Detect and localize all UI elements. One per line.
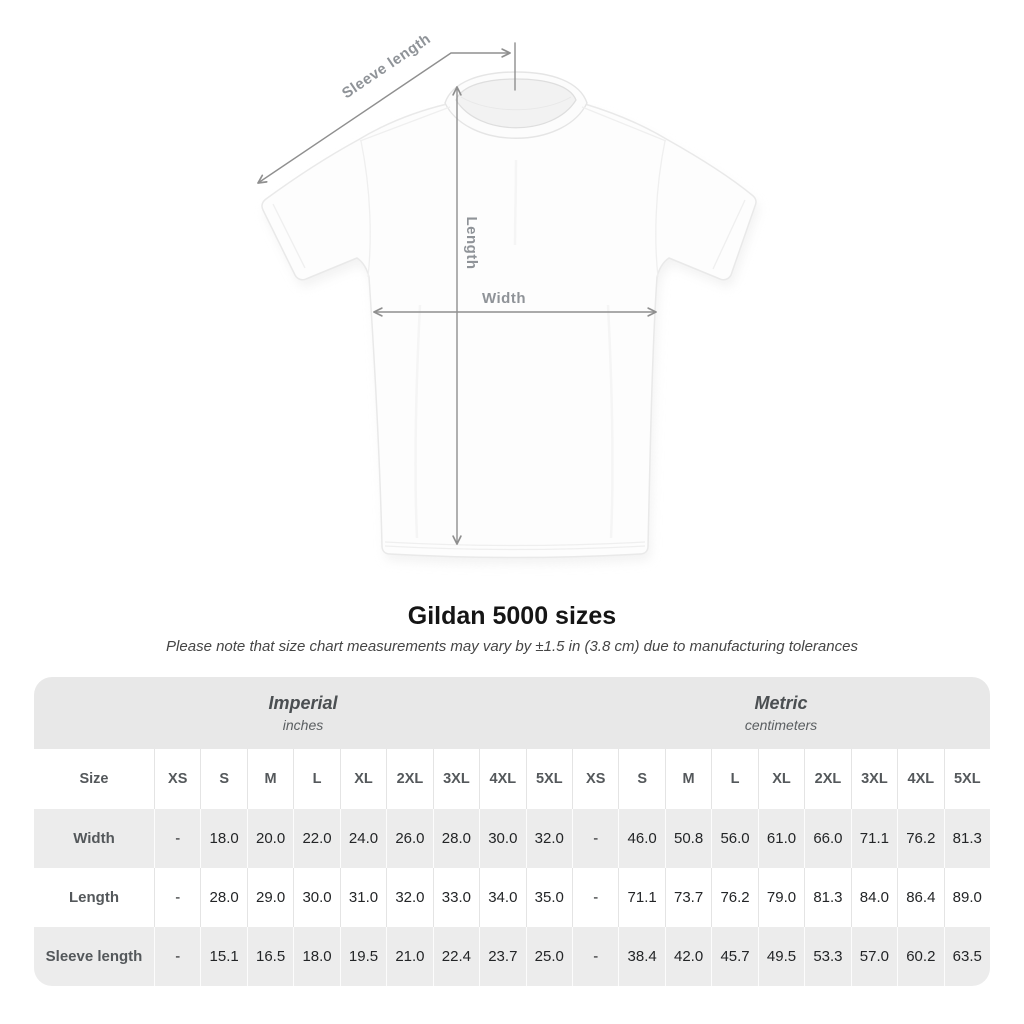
- metric-section-header: [572, 677, 990, 749]
- width-label: Width: [481, 290, 527, 307]
- cell-sleeve-length-metric-l: 45.7: [711, 927, 757, 986]
- cell-length-metric-l: 76.2: [711, 868, 757, 927]
- imperial-section-header: [34, 677, 572, 749]
- cell-sleeve-length-metric-m: 42.0: [665, 927, 711, 986]
- col-header-xl-metric: XL: [758, 749, 804, 809]
- cell-sleeve-length-imperial-2xl: 21.0: [386, 927, 432, 986]
- cell-length-imperial-s: 28.0: [200, 868, 246, 927]
- cell-sleeve-length-metric-2xl: 53.3: [804, 927, 850, 986]
- cell-length-metric-xs: -: [572, 868, 618, 927]
- col-header-4xl-imperial: 4XL: [479, 749, 525, 809]
- cell-width-imperial-xl: 24.0: [340, 809, 386, 868]
- size-table-grid: [34, 749, 990, 986]
- col-header-m-metric: M: [665, 749, 711, 809]
- cell-width-metric-4xl: 76.2: [897, 809, 943, 868]
- cell-width-metric-2xl: 66.0: [804, 809, 850, 868]
- tolerance-note: Please note that size chart measurements may vary by ±1.5 in (3.8 cm) due to manufacturing tolerances: [166, 638, 858, 655]
- cell-sleeve-length-imperial-xs: -: [154, 927, 200, 986]
- measurement-row-length: [34, 868, 990, 927]
- col-header-4xl-metric: 4XL: [897, 749, 943, 809]
- cell-length-metric-xl: 79.0: [758, 868, 804, 927]
- imperial-label: Imperial: [268, 693, 338, 713]
- cell-width-metric-l: 56.0: [711, 809, 757, 868]
- cell-sleeve-length-metric-s: 38.4: [618, 927, 664, 986]
- measurement-row-width: [34, 809, 990, 868]
- unit-section-band: [34, 677, 990, 749]
- cell-sleeve-length-imperial-3xl: 22.4: [433, 927, 479, 986]
- cell-sleeve-length-imperial-s: 15.1: [200, 927, 246, 986]
- cell-width-imperial-4xl: 30.0: [479, 809, 525, 868]
- cell-width-metric-5xl: 81.3: [944, 809, 990, 868]
- cell-length-metric-m: 73.7: [665, 868, 711, 927]
- cell-width-imperial-5xl: 32.0: [526, 809, 572, 868]
- page-title: Gildan 5000 sizes: [407, 602, 617, 630]
- col-header-5xl-imperial: 5XL: [526, 749, 572, 809]
- col-header-3xl-imperial: 3XL: [433, 749, 479, 809]
- col-header-xl-imperial: XL: [340, 749, 386, 809]
- cell-width-metric-s: 46.0: [618, 809, 664, 868]
- cell-length-imperial-m: 29.0: [247, 868, 293, 927]
- cell-length-metric-4xl: 86.4: [897, 868, 943, 927]
- cell-length-imperial-l: 30.0: [293, 868, 339, 927]
- sleeve-length-label: Sleeve length: [338, 30, 435, 103]
- cell-sleeve-length-metric-xs: -: [572, 927, 618, 986]
- cell-sleeve-length-imperial-4xl: 23.7: [479, 927, 525, 986]
- col-header-5xl-metric: 5XL: [944, 749, 990, 809]
- cell-width-imperial-m: 20.0: [247, 809, 293, 868]
- col-header-l-metric: L: [711, 749, 757, 809]
- col-header-3xl-metric: 3XL: [851, 749, 897, 809]
- col-header-2xl-imperial: 2XL: [386, 749, 432, 809]
- length-label: Length: [463, 216, 480, 270]
- cell-sleeve-length-imperial-m: 16.5: [247, 927, 293, 986]
- cell-length-imperial-2xl: 32.0: [386, 868, 432, 927]
- col-header-l-imperial: L: [293, 749, 339, 809]
- size-column-header: Size: [79, 771, 109, 787]
- cell-sleeve-length-imperial-l: 18.0: [293, 927, 339, 986]
- col-header-xs-metric: XS: [572, 749, 618, 809]
- col-header-s-metric: S: [618, 749, 664, 809]
- cell-length-imperial-3xl: 33.0: [433, 868, 479, 927]
- cell-sleeve-length-metric-xl: 49.5: [758, 927, 804, 986]
- col-header-xs-imperial: XS: [154, 749, 200, 809]
- col-header-2xl-metric: 2XL: [804, 749, 850, 809]
- row-label-length: Length: [69, 889, 119, 906]
- cell-width-imperial-s: 18.0: [200, 809, 246, 868]
- cell-width-metric-xl: 61.0: [758, 809, 804, 868]
- cell-width-imperial-l: 22.0: [293, 809, 339, 868]
- cell-sleeve-length-metric-3xl: 57.0: [851, 927, 897, 986]
- size-table: [34, 677, 990, 986]
- cell-width-metric-m: 50.8: [665, 809, 711, 868]
- inches-label: inches: [282, 717, 324, 733]
- col-header-s-imperial: S: [200, 749, 246, 809]
- row-label-sleeve-length: Sleeve length: [45, 948, 143, 965]
- cell-length-imperial-xl: 31.0: [340, 868, 386, 927]
- cell-sleeve-length-metric-4xl: 60.2: [897, 927, 943, 986]
- measurement-row-sleeve-length: [34, 927, 990, 986]
- cell-length-metric-5xl: 89.0: [944, 868, 990, 927]
- cell-sleeve-length-imperial-5xl: 25.0: [526, 927, 572, 986]
- cell-length-imperial-xs: -: [154, 868, 200, 927]
- cell-length-metric-s: 71.1: [618, 868, 664, 927]
- centimeters-label: centimeters: [744, 717, 818, 733]
- size-header-row: [34, 749, 990, 809]
- cell-length-metric-3xl: 84.0: [851, 868, 897, 927]
- tshirt-illustration: [262, 104, 756, 558]
- row-label-width: Width: [73, 830, 115, 847]
- cell-width-imperial-2xl: 26.0: [386, 809, 432, 868]
- cell-width-metric-xs: -: [572, 809, 618, 868]
- cell-sleeve-length-imperial-xl: 19.5: [340, 927, 386, 986]
- metric-label: Metric: [754, 693, 808, 713]
- cell-width-imperial-xs: -: [154, 809, 200, 868]
- cell-width-metric-3xl: 71.1: [851, 809, 897, 868]
- cell-width-imperial-3xl: 28.0: [433, 809, 479, 868]
- col-header-m-imperial: M: [247, 749, 293, 809]
- cell-length-imperial-4xl: 34.0: [479, 868, 525, 927]
- cell-length-imperial-5xl: 35.0: [526, 868, 572, 927]
- cell-sleeve-length-metric-5xl: 63.5: [944, 927, 990, 986]
- cell-length-metric-2xl: 81.3: [804, 868, 850, 927]
